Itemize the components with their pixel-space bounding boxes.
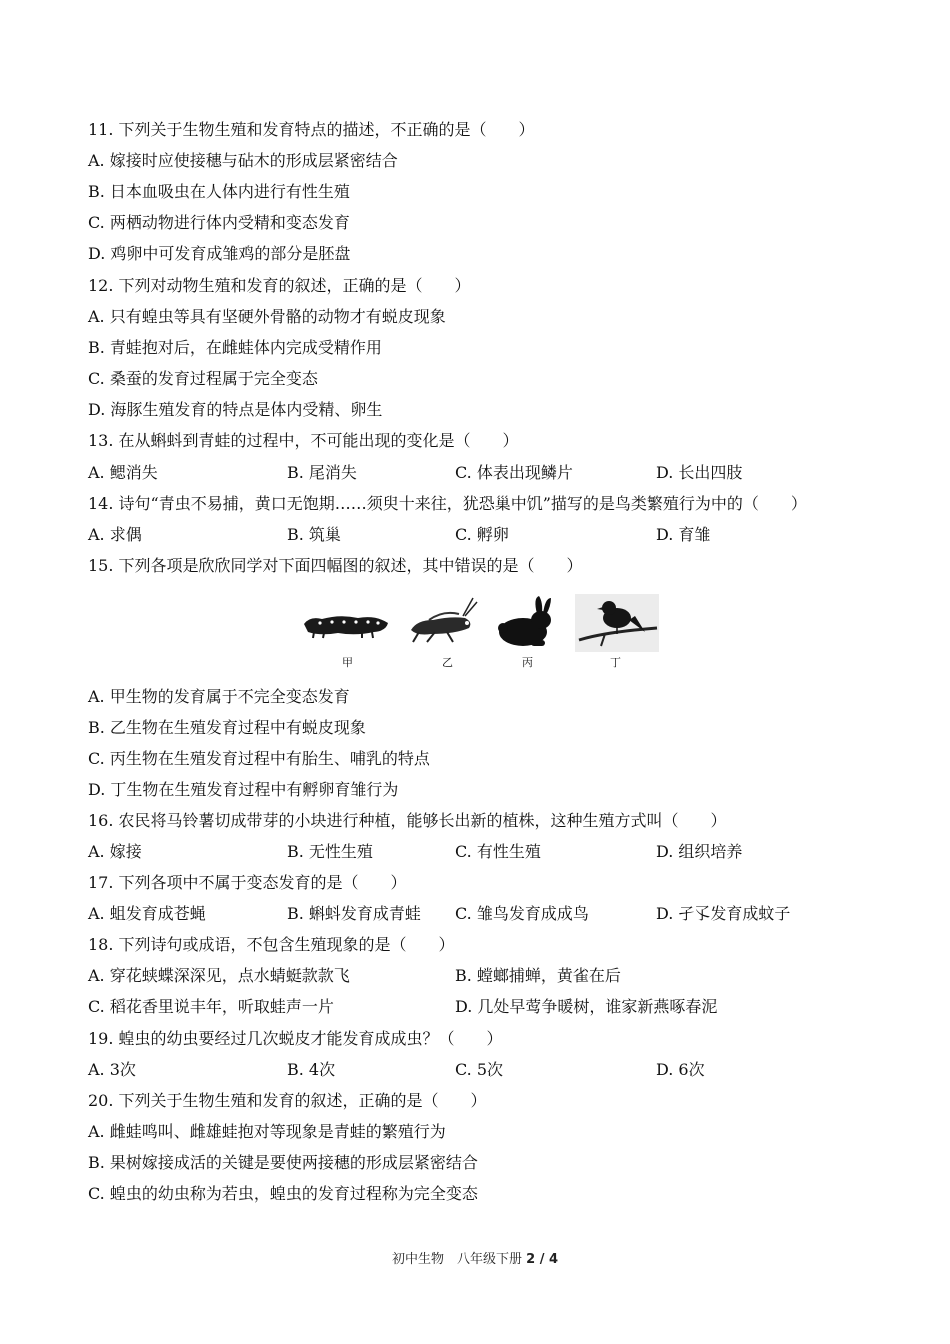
question-19-option-c: C. 5次 <box>455 1060 504 1079</box>
question-20-option-b: B. 果树嫁接成活的关键是要使两接穗的形成层紧密结合 <box>88 1153 478 1172</box>
footer-text: 初中生物 八年级下册 <box>391 1252 527 1267</box>
question-11-option-c: C. 两栖动物进行体内受精和变态发育 <box>88 213 350 232</box>
question-17-option-c: C. 雏鸟发育成成鸟 <box>455 904 589 923</box>
question-12-option-b: B. 青蛙抱对后，在雌蛙体内完成受精作用 <box>88 338 382 357</box>
question-17-stem: 17. 下列各项中不属于变态发育的是（ ） <box>88 873 407 892</box>
question-15-option-d: D. 丁生物在生殖发育过程中有孵卵育雏行为 <box>88 780 399 799</box>
question-17-option-b: B. 蝌蚪发育成青蛙 <box>287 904 421 923</box>
question-14-option-a: A. 求偶 <box>88 525 142 544</box>
grasshopper-image <box>407 596 479 644</box>
question-12-option-d: D. 海豚生殖发育的特点是体内受精、卵生 <box>88 400 383 419</box>
question-19-option-a: A. 3次 <box>88 1060 136 1079</box>
question-18-option-c: C. 稻花香里说丰年，听取蛙声一片 <box>88 997 334 1016</box>
question-11-option-a: A. 嫁接时应使接穗与砧木的形成层紧密结合 <box>88 151 398 170</box>
question-15-stem: 15. 下列各项是欣欣同学对下面四幅图的叙述，其中错误的是（ ） <box>88 556 583 575</box>
question-14-option-c: C. 孵卵 <box>455 525 509 544</box>
question-13-option-d: D. 长出四肢 <box>656 463 743 482</box>
bird-image <box>575 594 659 652</box>
question-16-option-b: B. 无性生殖 <box>287 842 373 861</box>
question-11-option-b: B. 日本血吸虫在人体内进行有性生殖 <box>88 182 350 201</box>
caterpillar-image <box>300 610 392 640</box>
question-16-option-c: C. 有性生殖 <box>455 842 541 861</box>
question-17-option-d: D. 孑孓发育成蚊子 <box>656 904 791 923</box>
figure-label-bing: 丙 <box>522 656 533 669</box>
question-17-option-a: A. 蛆发育成苍蝇 <box>88 904 206 923</box>
question-20-option-c: C. 蝗虫的幼虫称为若虫，蝗虫的发育过程称为完全变态 <box>88 1184 478 1203</box>
question-20-option-a: A. 雌蛙鸣叫、雌雄蛙抱对等现象是青蛙的繁殖行为 <box>88 1122 446 1141</box>
page-number: 2 / 4 <box>526 1252 559 1267</box>
question-19-option-d: D. 6次 <box>656 1060 705 1079</box>
question-12-option-a: A. 只有蝗虫等具有坚硬外骨骼的动物才有蜕皮现象 <box>88 307 446 326</box>
question-19-stem: 19. 蝗虫的幼虫要经过几次蜕皮才能发育成成虫？（ ） <box>88 1029 503 1048</box>
question-14-option-d: D. 育雏 <box>656 525 711 544</box>
question-18-option-b: B. 螳螂捕蝉，黄雀在后 <box>455 966 621 985</box>
question-15-option-c: C. 丙生物在生殖发育过程中有胎生、哺乳的特点 <box>88 749 430 768</box>
question-14-option-b: B. 筑巢 <box>287 525 341 544</box>
organisms-figure <box>295 592 660 672</box>
question-13-option-b: B. 尾消失 <box>287 463 357 482</box>
question-20-stem: 20. 下列关于生物生殖和发育的叙述，正确的是（ ） <box>88 1091 487 1110</box>
figure-label-yi: 乙 <box>442 656 453 669</box>
figure-label-ding: 丁 <box>610 656 621 669</box>
question-15-option-b: B. 乙生物在生殖发育过程中有蜕皮现象 <box>88 718 366 737</box>
question-18-option-d: D. 几处早莺争暖树，谁家新燕啄春泥 <box>455 997 718 1016</box>
page-footer <box>0 1248 950 1267</box>
question-14-stem: 14. 诗句“青虫不易捕，黄口无饱期……须臾十来往，犹恐巢中饥”描写的是鸟类繁殖行为中的（ ） <box>88 494 807 513</box>
question-13-option-c: C. 体表出现鳞片 <box>455 463 573 482</box>
question-13-option-a: A. 鳃消失 <box>88 463 158 482</box>
question-18-option-a: A. 穿花蛱蝶深深见，点水蜻蜓款款飞 <box>88 966 350 985</box>
rabbit-image <box>495 594 557 648</box>
question-16-option-a: A. 嫁接 <box>88 842 142 861</box>
question-12-stem: 12. 下列对动物生殖和发育的叙述，正确的是（ ） <box>88 276 471 295</box>
question-11-stem: 11. 下列关于生物生殖和发育特点的描述，不正确的是（ ） <box>88 120 535 139</box>
question-12-option-c: C. 桑蚕的发育过程属于完全变态 <box>88 369 318 388</box>
question-13-stem: 13. 在从蝌蚪到青蛙的过程中，不可能出现的变化是（ ） <box>88 431 519 450</box>
question-19-option-b: B. 4次 <box>287 1060 336 1079</box>
question-16-stem: 16. 农民将马铃薯切成带芽的小块进行种植，能够长出新的植株，这种生殖方式叫（ ） <box>88 811 727 830</box>
question-16-option-d: D. 组织培养 <box>656 842 743 861</box>
figure-label-jia: 甲 <box>342 656 353 669</box>
question-18-stem: 18. 下列诗句或成语，不包含生殖现象的是（ ） <box>88 935 455 954</box>
question-15-option-a: A. 甲生物的发育属于不完全变态发育 <box>88 687 350 706</box>
question-11-option-d: D. 鸡卵中可发育成雏鸡的部分是胚盘 <box>88 244 351 263</box>
